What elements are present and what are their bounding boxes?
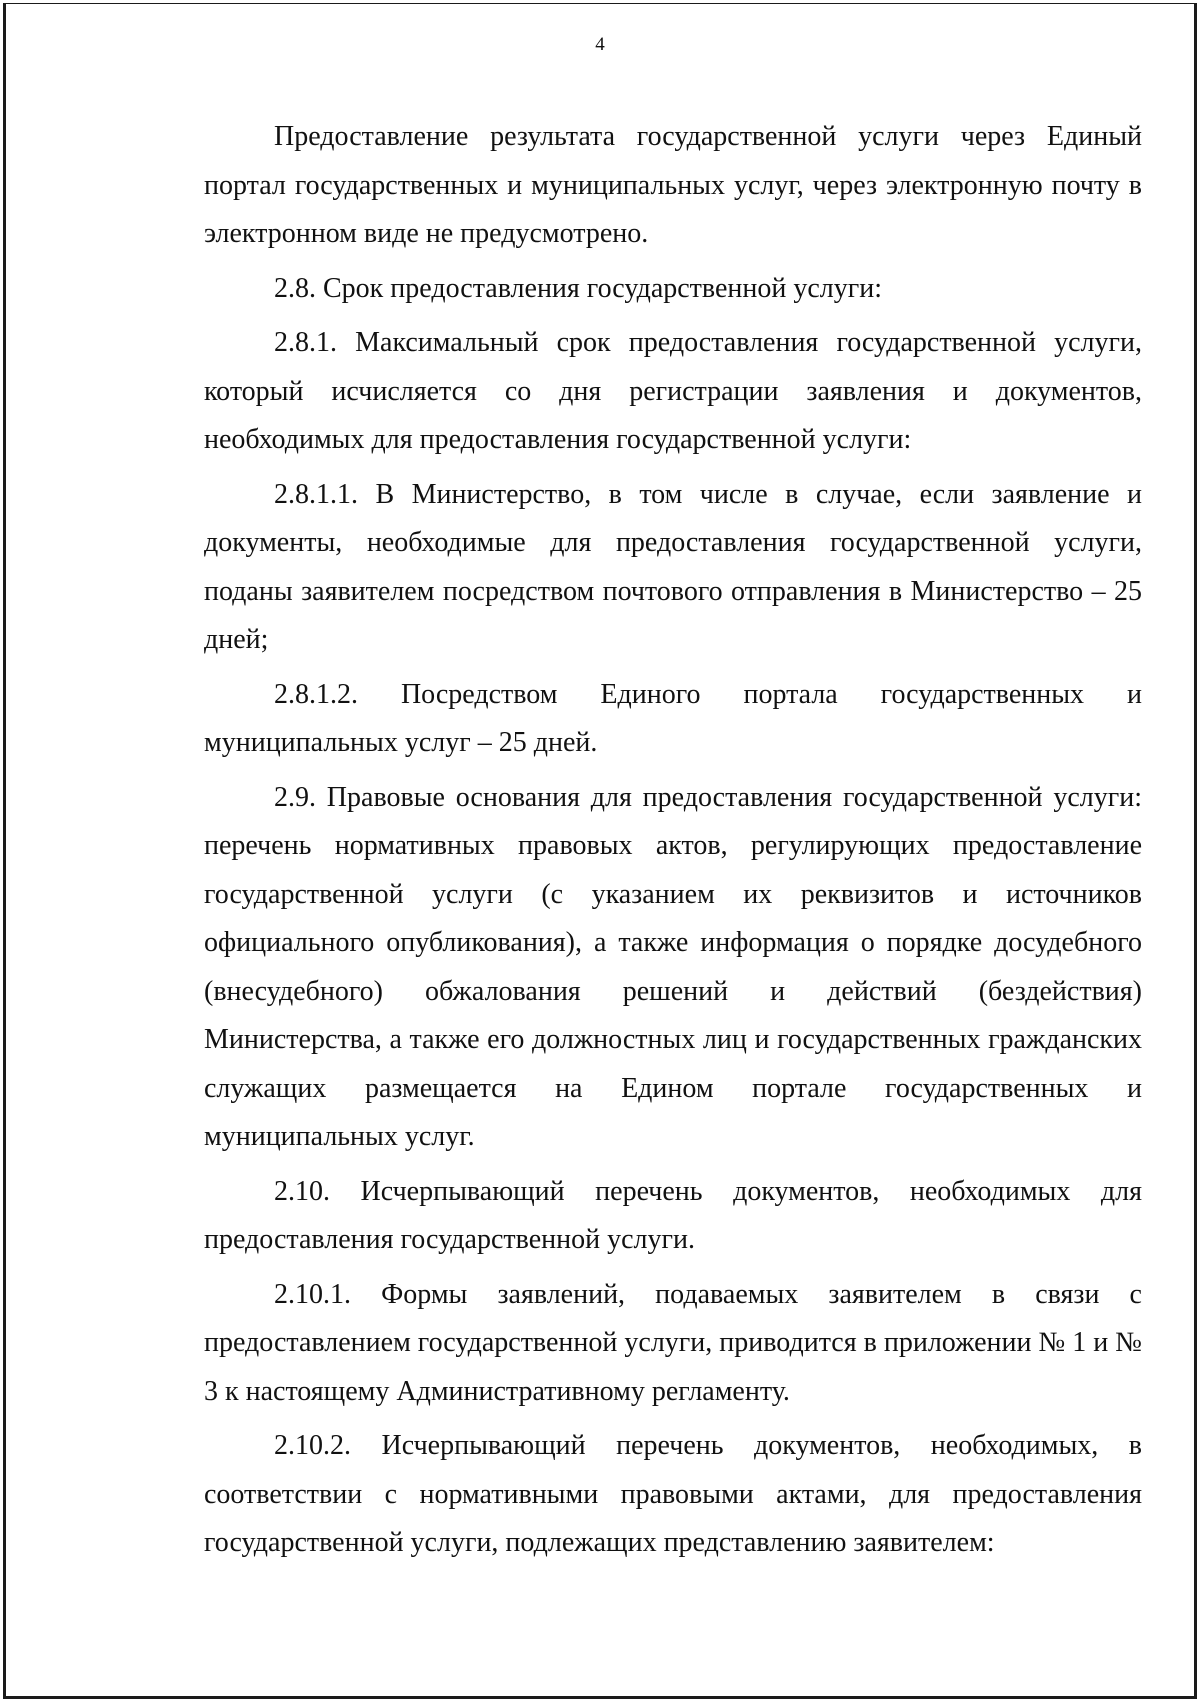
paragraph-2-8-1-2: 2.8.1.2. Посредством Единого портала государственных и муниципальных услуг – 25 дней. [204,678,1142,758]
document-page [3,3,1197,1699]
paragraph-2-8-1: 2.8.1. Максимальный срок предоставления государственной услуги, который исчисляется со дня регистрации заявления и документов, необходимых для предоставления государственной услуги: [204,327,1142,455]
paragraph-2-9: 2.9. Правовые основания для предоставления государственной услуги: перечень нормативных правовых актов, регулирующих предоставление государственной услуги (с указанием их реквизитов и источников официального опубликования), а также информация о порядке досудебного (внесудебного) обжалования решений и действий (бездействия) Министерства, а также его должностных лиц и государственных гражданских служащих размещается на Едином портале государственных и муниципальных услуг. [204,781,1142,1152]
paragraph-2-8-1-1: 2.8.1.1. В Министерство, в том числе в случае, если заявление и документы, необходимые для предоставления государственной услуги, поданы заявителем посредством почтового отправления в Министерство – 25 дней; [204,478,1142,655]
document-body [204,113,1142,1574]
paragraph-result-delivery: Предоставление результата государственной услуги через Единый портал государственных и муниципальных услуг, через электронную почту в электронном виде не предусмотрено. [204,121,1142,249]
paragraph-2-10-2: 2.10.2. Исчерпывающий перечень документов, необходимых, в соответствии с нормативными правовыми актами, для предоставления государственной услуги, подлежащих представлению заявителем: [204,1430,1142,1558]
page-number: 4 [595,34,605,55]
paragraph-2-8: 2.8. Срок предоставления государственной услуги: [274,272,883,304]
paragraph-2-10: 2.10. Исчерпывающий перечень документов, необходимых для предоставления государственной услуги. [204,1175,1142,1255]
paragraph-2-10-1: 2.10.1. Формы заявлений, подаваемых заявителем в связи с предоставлением государственной услуги, приводится в приложении № 1 и № 3 к настоящему Административному регламенту. [204,1278,1142,1407]
